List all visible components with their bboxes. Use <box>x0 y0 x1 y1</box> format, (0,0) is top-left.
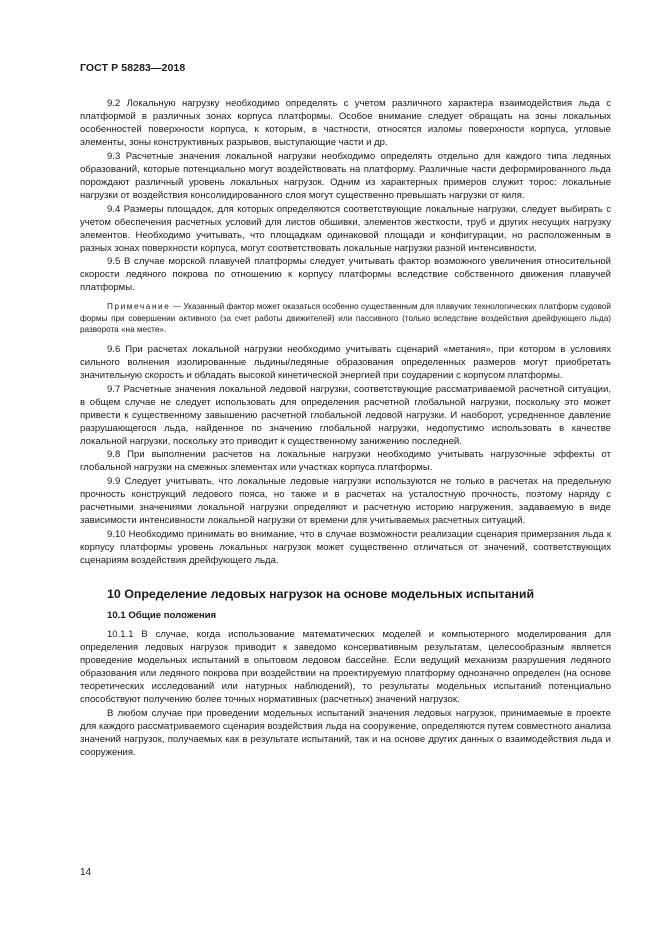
paragraph-9-7: 9.7 Расчетные значения локальной ледовой нагрузки, соответствующие рассматриваемой расчетной ситуации, в общем случае не следует использовать для определения расчетной глобальной нагрузки, поскольку это может привести к существенному завышению расчетной глобальной ледовой нагрузки. И наоборот, усредненное давление разрушающегося льда, найденное по значению глобальной нагрузки, недопустимо использовать в качестве локальной нагрузки, поскольку это приводит к существенному занижению последней. <box>80 383 611 447</box>
paragraph-9-3: 9.3 Расчетные значения локальной нагрузки необходимо определять отдельно для каждого типа ледяных образований, которые потенциально могут воздействовать на платформу. Различные части деформированного льда порождают различный уровень локальных нагрузок. Одним из характерных примеров служит торос: локальные нагрузки от воздействия консолидированного слоя могут существенно превышать нагрузки от киля. <box>80 150 611 201</box>
note-block <box>80 301 611 334</box>
note-label: Примечание <box>107 302 171 312</box>
paragraph-9-5: 9.5 В случае морской плавучей платформы следует учитывать фактор возможного увеличения относительной скорости ледяного покрова по отношению к корпусу платформы вследствие собственного движения плавучей платформы. <box>80 256 611 294</box>
paragraph-10-1-1-cont: В любом случае при проведении модельных испытаний значения ледовых нагрузок, принимаемые в проекте для каждого рассматриваемого сценария воздействия льда на сооружение, определяются путем совместного анализа значений нагрузок, получаемых как в результате испытаний, так и на основе других данных о взаимодействия льда и сооружения. <box>80 707 611 758</box>
paragraph-9-6: 9.6 При расчетах локальной нагрузки необходимо учитывать сценарий «метания», при котором в условиях сильного волнения изолированные льдины/ледяные образования определенных размеров могут приобретать значительную скорость и обладать высокой кинетической энергией при соударении с корпусом платформы. <box>80 343 611 381</box>
section-10-1-heading: 10.1 Общие положения <box>107 609 217 621</box>
note-text: — Указанный фактор может оказаться особенно существенным для плавучих технологических платформ судовой формы при совершении активного (за счет работы движителей) или пассивного (только вследствие воздействия дрейфующего льда) разворота «на месте». <box>80 302 611 334</box>
section-10-heading: 10 Определение ледовых нагрузок на основе модельных испытаний <box>107 586 535 601</box>
paragraph-9-8: 9.8 При выполнении расчетов на локальные нагрузки необходимо учитывать нагрузочные эффекты от глобальной нагрузки на смежных элементах или участках корпуса платформы. <box>80 449 611 474</box>
paragraph-9-10: 9.10 Необходимо принимать во внимание, что в случае возможности реализации сценария примерзания льда к корпусу платформы уровень локальных нагрузок может существенно отличаться от значений, соответствующих сценариям воздействия дрейфующего льда. <box>80 528 611 566</box>
paragraph-9-4: 9.4 Размеры площадок, для которых определяются соответствующие локальные нагрузки, следует выбирать с учетом обеспечения расчетных условий для листов обшивки, элементов жесткости, труб и других несущих нагрузку элементов. Необходимо учитывать, что площадкам одинаковой площади и конфигурации, но расположенным в разных зонах поверхности корпуса, могут соответствовать локальные нагрузки разной интенсивности. <box>80 203 611 254</box>
document-body <box>80 97 611 760</box>
page-number: 14 <box>80 867 92 878</box>
paragraph-9-2: 9.2 Локальную нагрузку необходимо определять с учетом различного характера взаимодействия льда с платформой в различных зонах корпуса платформы. Особое внимание следует обращать на зоны локальных особенностей поверхности корпуса, к которым, в частности, относятся изломы поверхности корпуса, угловые элементы, зоны конструктивных разрывов, выступающие части и др. <box>80 98 611 149</box>
paragraph-9-9: 9.9 Следует учитывать, что локальные ледовые нагрузки используются не только в расчетах на предельную прочность конструкций ледового пояса, но также и в расчетах на усталостную прочность, поэтому наряду с расчетными значениями локальной нагрузки определяют и расчетную историю нагружения, задаваемую в виде зависимости интенсивности локальной нагрузки от времени для учитываемых расчетных ситуаций. <box>80 476 611 527</box>
document-header: ГОСТ Р 58283—2018 <box>80 62 186 74</box>
paragraph-10-1-1: 10.1.1 В случае, когда использование математических моделей и компьютерного моделирования для определения ледовых нагрузок приводит к заведомо консервативным результатам, целесообразным является проведение модельных испытаний в опытовом ледовом бассейне. Если ведущий механизм разрушения ледяного образования или ледяного покрова при воздействии на проектируемую платформу однозначно определен (на основе теоретических исследований или натурных наблюдений), то результаты модельных испытаний потенциально способствуют получению более точных нормативных (расчетных) значений нагрузок. <box>80 628 611 706</box>
